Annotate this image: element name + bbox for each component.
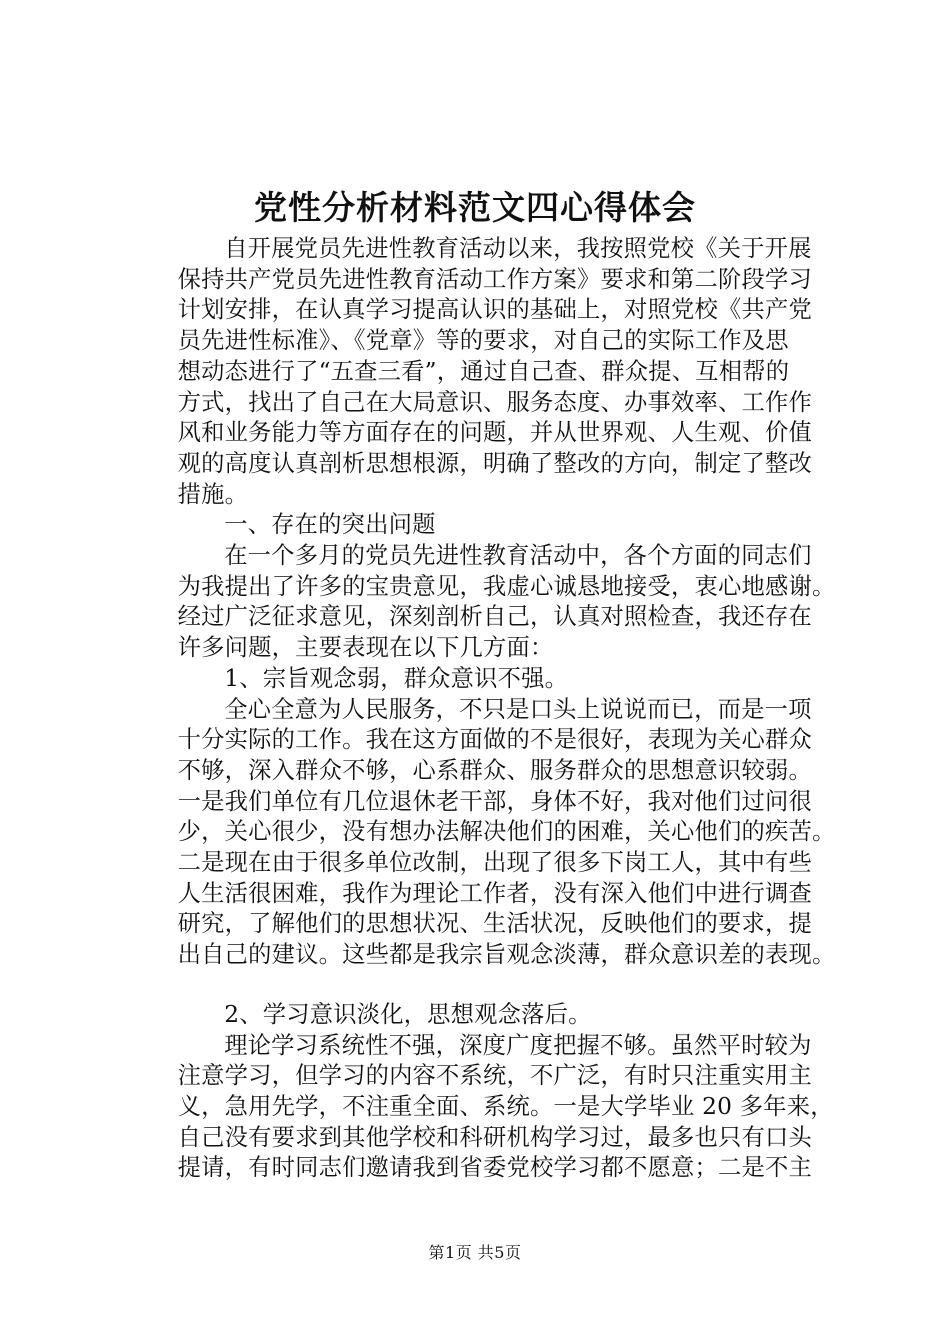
text-line: 员先进性标准》、《党章》等的要求，对自己的实际工作及思 <box>177 327 789 355</box>
text-line: 2、学习意识淡化，思想观念落后。 <box>224 1000 592 1028</box>
text-line: 许多问题，主要表现在以下几方面： <box>177 634 554 662</box>
paragraph-service <box>131 695 834 971</box>
document-body <box>131 234 834 1184</box>
text-line: 十分实际的工作。我在这方面做的不是很好，表现为关心群众 <box>177 726 813 754</box>
text-line: 想动态进行了“五查三看”，通过自己查、群众提、互相帮的 <box>177 357 790 385</box>
paragraph-gap <box>131 971 834 1000</box>
section-heading <box>131 510 834 541</box>
document-title: 党性分析材料范文四心得体会 <box>254 188 696 227</box>
text-line: 理论学习系统性不强，深度广度把握不够。虽然平时较为 <box>224 1031 812 1059</box>
text-line: 提请，有时同志们邀请我到省委党校学习都不愿意；二是不主 <box>177 1154 813 1182</box>
text-line: 为我提出了许多的宝贵意见，我虚心诚恳地接受，衷心地感谢。 <box>177 572 836 600</box>
text-line: 保持共产党员先进性教育活动工作方案》要求和第二阶段学习 <box>177 265 813 293</box>
text-line: 自开展党员先进性教育活动以来，我按照党校《关于开展 <box>224 235 812 262</box>
text-line: 不够，深入群众不够，心系群众、服务群众的思想意识较弱。 <box>177 756 813 784</box>
text-line: 人生活很困难，我作为理论工作者，没有深入他们中进行调查 <box>177 879 813 907</box>
text-line: 义，急用先学，不注重全面、系统。一是大学毕业 20 多年来， <box>177 1092 834 1120</box>
paragraph-problems <box>131 541 834 664</box>
text-line: 观的高度认真剖析思想根源，明确了整改的方向，制定了整改 <box>177 449 813 477</box>
page-footer: 第1页 共5页 <box>428 1243 522 1262</box>
text-line: 一、存在的突出问题 <box>224 511 436 539</box>
text-line: 措施。 <box>177 480 249 508</box>
text-line: 一是我们单位有几位退休老干部，身体不好，我对他们过问很 <box>177 787 813 815</box>
text-line: 自己没有要求到其他学校和科研机构学习过，最多也只有口头 <box>177 1123 813 1151</box>
text-line: 方式，找出了自己在大局意识、服务态度、办事效率、工作作 <box>177 388 813 416</box>
text-line: 1、宗旨观念弱，群众意识不强。 <box>224 664 569 692</box>
text-line: 研究，了解他们的思想状况、生活状况，反映他们的要求，提 <box>177 910 813 938</box>
text-line: 风和业务能力等方面存在的问题，并从世界观、人生观、价值 <box>177 419 813 447</box>
subheading-1 <box>131 664 834 695</box>
text-line: 在一个多月的党员先进性教育活动中，各个方面的同志们 <box>224 542 812 570</box>
text-line: 二是现在由于很多单位改制，出现了很多下岗工人，其中有些 <box>177 849 813 877</box>
text-line: 注意学习，但学习的内容不系统，不广泛，有时只注重实用主 <box>177 1062 813 1090</box>
text-line: 经过广泛征求意见，深刻剖析自己，认真对照检查，我还存在 <box>177 603 813 631</box>
text-line: 全心全意为人民服务，不只是口头上说说而已，而是一项 <box>224 695 812 723</box>
subheading-2 <box>131 1000 834 1031</box>
paragraph-intro <box>131 234 834 510</box>
text-line: 计划安排，在认真学习提高认识的基础上，对照党校《共产党 <box>177 296 813 324</box>
text-line: 出自己的建议。这些都是我宗旨观念淡薄，群众意识差的表现。 <box>177 941 836 969</box>
text-line: 少，关心很少，没有想办法解决他们的困难，关心他们的疾苦。 <box>177 818 836 846</box>
paragraph-study <box>131 1031 834 1185</box>
